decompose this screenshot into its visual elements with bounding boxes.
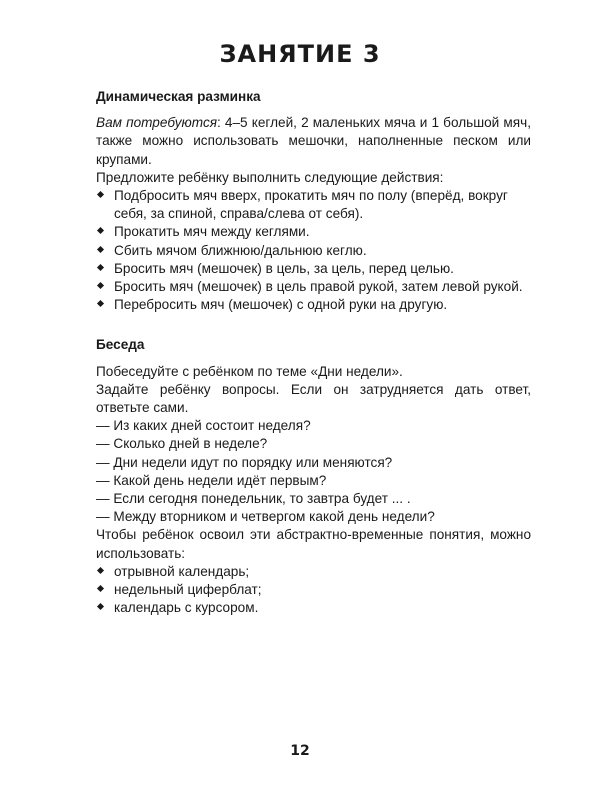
list-item: недельный циферблат;	[96, 581, 531, 599]
tools-list	[96, 563, 531, 618]
diamond-bullet-icon	[97, 264, 104, 271]
page-number: 12	[290, 743, 310, 759]
list-item: Бросить мяч (мешочек) в цель правой рукой, затем левой рукой.	[96, 278, 531, 296]
diamond-bullet-icon	[97, 227, 104, 234]
list-item: отрывной календарь;	[96, 563, 531, 581]
section-heading-conversation: Беседа	[96, 337, 145, 353]
question-item: — Какой день недели идёт первым?	[96, 472, 327, 488]
page-title: ЗАНЯТИЕ 3	[219, 40, 381, 68]
list-item: Сбить мячом ближнюю/дальнюю кеглю.	[96, 242, 531, 260]
question-item: — Из каких дней состоит неделя?	[96, 418, 311, 434]
tools-intro: Чтобы ребёнок освоил эти абстрактно-временные понятия, можно использовать:	[96, 527, 531, 561]
diamond-bullet-icon	[97, 300, 104, 307]
warmup-list	[96, 187, 531, 314]
diamond-bullet-icon	[97, 603, 104, 610]
question-item: — Сколько дней в неделе?	[96, 436, 268, 452]
list-item: Перебросить мяч (мешочек) с одной руки на другую.	[96, 296, 531, 314]
materials-lead: Вам потребуются	[96, 115, 218, 131]
list-item: Бросить мяч (мешочек) в цель, за цель, перед целью.	[96, 260, 531, 278]
page-content	[96, 88, 531, 617]
materials-paragraph	[96, 114, 531, 169]
diamond-bullet-icon	[97, 567, 104, 574]
question-item: — Между вторником и четвергом какой день недели?	[96, 509, 435, 525]
section-heading-warmup: Динамическая разминка	[96, 89, 261, 104]
list-item: Прокатить мяч между кеглями.	[96, 223, 531, 241]
question-item: — Если сегодня понедельник, то завтра будет ... .	[96, 491, 411, 507]
question-list	[96, 417, 531, 526]
conversation-topic: Побеседуйте с ребёнком по теме «Дни недели».	[96, 363, 403, 379]
materials-text: : 4–5 кеглей, 2 маленьких мяча и 1 большой мяч, также можно использовать мешочки, наполненные песком или крупами.	[96, 115, 531, 167]
diamond-bullet-icon	[97, 191, 104, 198]
diamond-bullet-icon	[97, 246, 104, 253]
diamond-bullet-icon	[97, 585, 104, 592]
warmup-intro: Предложите ребёнку выполнить следующие действия:	[96, 169, 444, 185]
conversation-instructions: Задайте ребёнку вопросы. Если он затрудняется дать ответ, ответьте сами.	[96, 381, 531, 416]
diamond-bullet-icon	[97, 282, 104, 289]
question-item: — Дни недели идут по порядку или меняются?	[96, 454, 393, 470]
list-item: Подбросить мяч вверх, прокатить мяч по полу (вперёд, вокруг себя, за спиной, справа/слева от себя).	[96, 187, 531, 223]
list-item: календарь с курсором.	[96, 599, 531, 617]
